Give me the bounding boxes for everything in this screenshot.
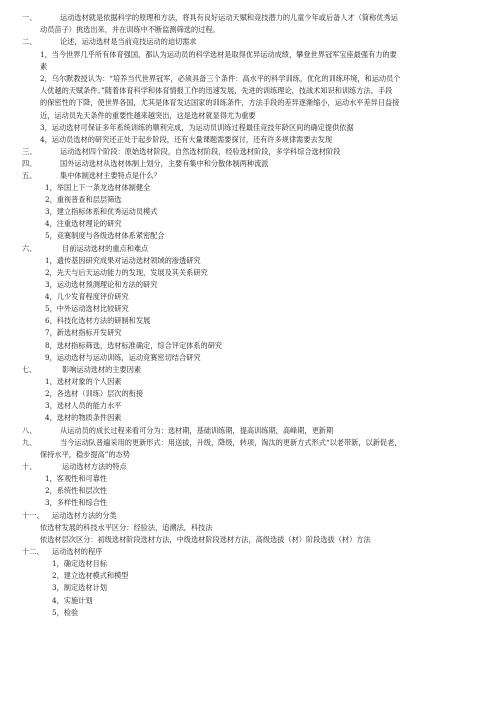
list-item-text: 1，确定选材目标	[52, 559, 107, 568]
list-item-text: 3，运动选材预测理论和方法的研究	[45, 280, 158, 289]
list-item-text: 3，制定选材计划	[52, 583, 107, 592]
list-item-text: 2，先天与后天运动能力的发现，发展及其关系研究	[45, 268, 208, 277]
section-text: 影响运动选材的主要因素	[62, 365, 142, 374]
section-number: 八、	[22, 426, 37, 435]
section-text: 论述，运动选材是当前竞技运动的迫切需求	[60, 37, 197, 46]
section-number: 十、	[22, 462, 37, 471]
section-number: 六、	[22, 244, 37, 253]
line-text: 3，运动选材可保证多年系统训练的顺利完成，为运动员训练过程最佳竞技年龄区间的确定提供依据	[40, 123, 354, 132]
line-text: 的保密性的下降，使世界各国，尤其是体育发达国家的训练条件，方法手段的差异逐渐缩小，运动水平差异日益接	[40, 98, 400, 107]
line-text: 2，乌尔默教授认为：“培养当代世界冠军，必须具备三个条件：高水平的科学训练，优化的训练环境，和运动员个	[40, 74, 401, 83]
list-item-text: 1，选材对象的个人因素	[45, 377, 122, 386]
list-item-text: 2，建立选材模式和模型	[52, 571, 129, 580]
list-item-text: 4，注重选材理论的研究	[45, 219, 122, 228]
section-number: 七、	[22, 365, 37, 374]
section-number: 十二、	[22, 547, 44, 556]
section-text: 运动选材就是依据科学的原理和方法，将具有良好运动天赋和竞技潜力的儿童少年或后备人才（简称优秀运	[60, 13, 398, 22]
list-item-text: 7，新选材指标开发研究	[45, 328, 122, 337]
list-item-text: 3，选材人员的能力水平	[45, 401, 122, 410]
list-item-text: 2，各选材（训练）层次的衔接	[45, 389, 144, 398]
line-text: 动员苗子）挑选出来，并在训练中不断监测筛选的过程。	[40, 25, 220, 34]
section-number: 十一、	[22, 511, 44, 520]
section-number: 九、	[22, 438, 37, 447]
list-item-text: 4，实施计划	[52, 596, 93, 605]
section-text: 当今运动队普遍采用的更新形式：用送拔，升级，降级，转项，淘汰的更新方式形式“以老带新，以新促老，	[60, 438, 402, 447]
list-item-text: 5，中外运动选材比较研究	[45, 304, 129, 313]
section-text: 运动选材方法的特点	[62, 462, 127, 471]
list-item-text: 5，检验	[52, 608, 79, 617]
list-item-text: 8，选材指标筛选，选材标准确定，综合评定体系的研究	[45, 341, 223, 350]
list-item-text: 4，选材的物质条件因素	[45, 413, 122, 422]
section-text: 目前运动选材的重点和难点	[62, 244, 149, 253]
section-text: 从运动员的成长过程来看可分为：选材期，基础训练期，提高训练期，高峰期，更新期	[60, 426, 334, 435]
list-item-text: 1，遗传基因研究成果对运动选材领域的渗透研究	[45, 256, 201, 265]
section-text: 运动选材方法的分类	[52, 511, 117, 520]
section-number: 四、	[22, 159, 37, 168]
section-text: 集中体制选材主要特点是什么？	[60, 171, 161, 180]
list-item-text: 1，客观性和可靠性	[45, 474, 108, 483]
section-number: 二、	[22, 37, 37, 46]
list-item-text: 6，科技化选材方法的研制和发展	[45, 316, 151, 325]
list-item-text: 2，重视普查和层层筛选	[45, 195, 122, 204]
list-item-text: 5，竞赛制度与各级选材体系紧密配合	[45, 231, 165, 240]
list-item-text: 3，多样性和综合性	[45, 498, 108, 507]
section-number: 五、	[22, 171, 37, 180]
list-item-text: 1，举国上下一条龙选材体制健全	[45, 183, 151, 192]
line-text: 保持水平，稳步提高”的态势	[40, 450, 130, 459]
list-item-text: 3，建立指标体系和优秀运动员模式	[45, 207, 158, 216]
section-number: 一、	[22, 13, 37, 22]
line-text: 依选材发展的科技水平区分：经验法，追溯法，科技法	[40, 523, 213, 532]
section-text: 运动选材的程序	[52, 547, 103, 556]
section-text: 国外运动选材从选材体制上划分，主要有集中和分散体制两种流派	[60, 159, 269, 168]
line-text: 4，运动员选材的研究还正处于起步阶段，还有大量课题需要探讨，还有许多规律需要去发现	[40, 135, 333, 144]
line-text: 素	[40, 62, 48, 71]
section-number: 三、	[22, 147, 37, 156]
section-text: 运动选材四个阶段：原始选材阶段，自然选材阶段，经验选材阶段，多学科综合选材阶段	[60, 147, 341, 156]
line-text: 近，运动员先天条件的重要性越来越突出，这是选材就显得尤为重要	[40, 111, 256, 120]
line-text: 依选材层次区分：初级选材阶段选材方法，中级选材阶段选材方法，高级选拔（材）阶段选拔（材）方法	[40, 535, 371, 544]
line-text: 人优越的天赋条件。”随着体育科学和体育情报工作的迅速发展，先进的训练理论，技战术知识和训练方法，手段	[40, 86, 393, 95]
list-item-text: 2，系统性和层次性	[45, 486, 108, 495]
list-item-text: 9，运动选材与运动训练，运动竞赛密切结合研究	[45, 353, 201, 362]
list-item-text: 4，儿少发育程度评价研究	[45, 292, 129, 301]
line-text: 1，当今世界几乎所有体育强国，都认为运动员的科学选材是取得优异运动成绩，攀登世界冠军宝座最强有力的要	[40, 50, 397, 59]
